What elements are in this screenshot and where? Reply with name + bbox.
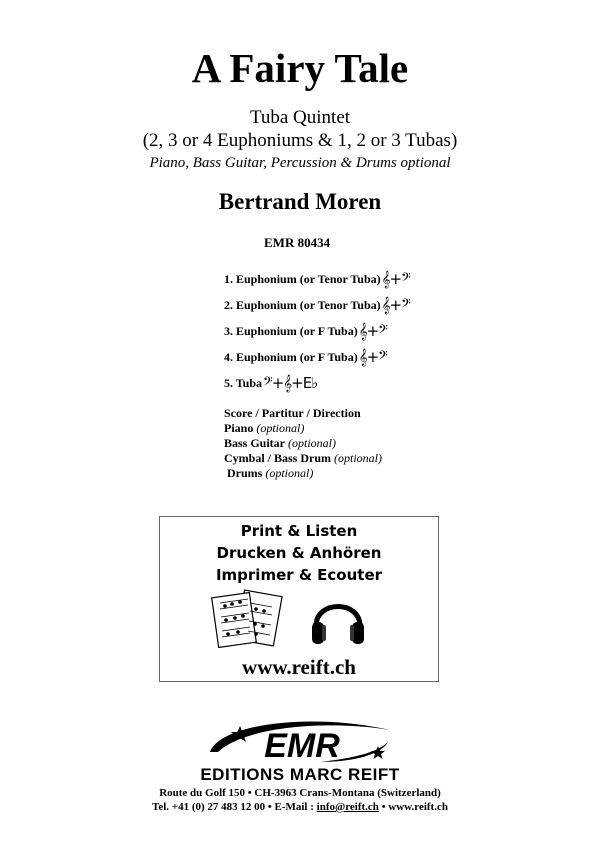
headphones-icon	[308, 592, 368, 648]
catalog-number: EMR 80434	[264, 235, 331, 250]
clef-icon: 𝄞+𝄢	[381, 296, 410, 314]
promo-line-en: Print & Listen	[240, 522, 358, 540]
part-label: 4. Euphonium (or F Tuba)	[224, 349, 358, 364]
emr-logo	[150, 712, 450, 787]
bass-guitar-line: Bass Guitar (optional)	[224, 436, 337, 450]
email-link[interactable]: info@reift.ch	[316, 801, 379, 813]
part-item	[224, 344, 410, 370]
part-item	[224, 370, 410, 396]
promo-line-de: Drucken & Anhören	[216, 544, 382, 562]
composer-name: Bertrand Moren	[218, 189, 382, 214]
parts-list	[224, 266, 410, 396]
publisher-address: Route du Golf 150 • CH-3963 Crans-Montana (Switzerland)	[159, 787, 441, 799]
part-label: 5. Tuba	[224, 375, 263, 390]
print-listen-box	[159, 516, 439, 682]
website-link[interactable]: www.reift.ch	[242, 655, 356, 679]
clef-icon: 𝄞+𝄢	[358, 348, 387, 366]
optional-instruments-line: Piano, Bass Guitar, Percussion & Drums optional	[149, 155, 451, 171]
part-item	[224, 292, 410, 318]
clef-icon: 𝄞+𝄢	[381, 270, 410, 288]
sheet-music-icon	[210, 589, 285, 649]
publisher-contact: Tel. +41 (0) 27 483 12 00 • E-Mail : info@reift.ch • www.reift.ch	[152, 801, 448, 813]
clef-icon: 𝄢+𝄞+E♭	[263, 374, 318, 392]
cymbal-line: Cymbal / Bass Drum (optional)	[224, 451, 383, 465]
drums-line: Drums (optional)	[227, 466, 314, 480]
clef-icon: 𝄞+𝄢	[358, 322, 387, 340]
page-title: A Fairy Tale	[191, 45, 409, 91]
part-label: 2. Euphonium (or Tenor Tuba)	[224, 297, 381, 312]
publisher-name: EDITIONS MARC REIFT	[200, 765, 400, 784]
additional-parts	[224, 406, 382, 481]
part-label: 1. Euphonium (or Tenor Tuba)	[224, 271, 381, 286]
part-label: 3. Euphonium (or F Tuba)	[224, 323, 358, 338]
instrumentation-line: (2, 3 or 4 Euphoniums & 1, 2 or 3 Tubas)	[142, 130, 458, 151]
score-line: Score / Partitur / Direction	[224, 406, 361, 420]
promo-line-fr: Imprimer & Ecouter	[215, 566, 383, 584]
part-item	[224, 266, 410, 292]
piano-line: Piano (optional)	[224, 421, 305, 435]
ensemble-subtitle: Tuba Quintet	[249, 107, 351, 128]
part-item	[224, 318, 410, 344]
logo-emr-text: EMR	[264, 727, 340, 765]
